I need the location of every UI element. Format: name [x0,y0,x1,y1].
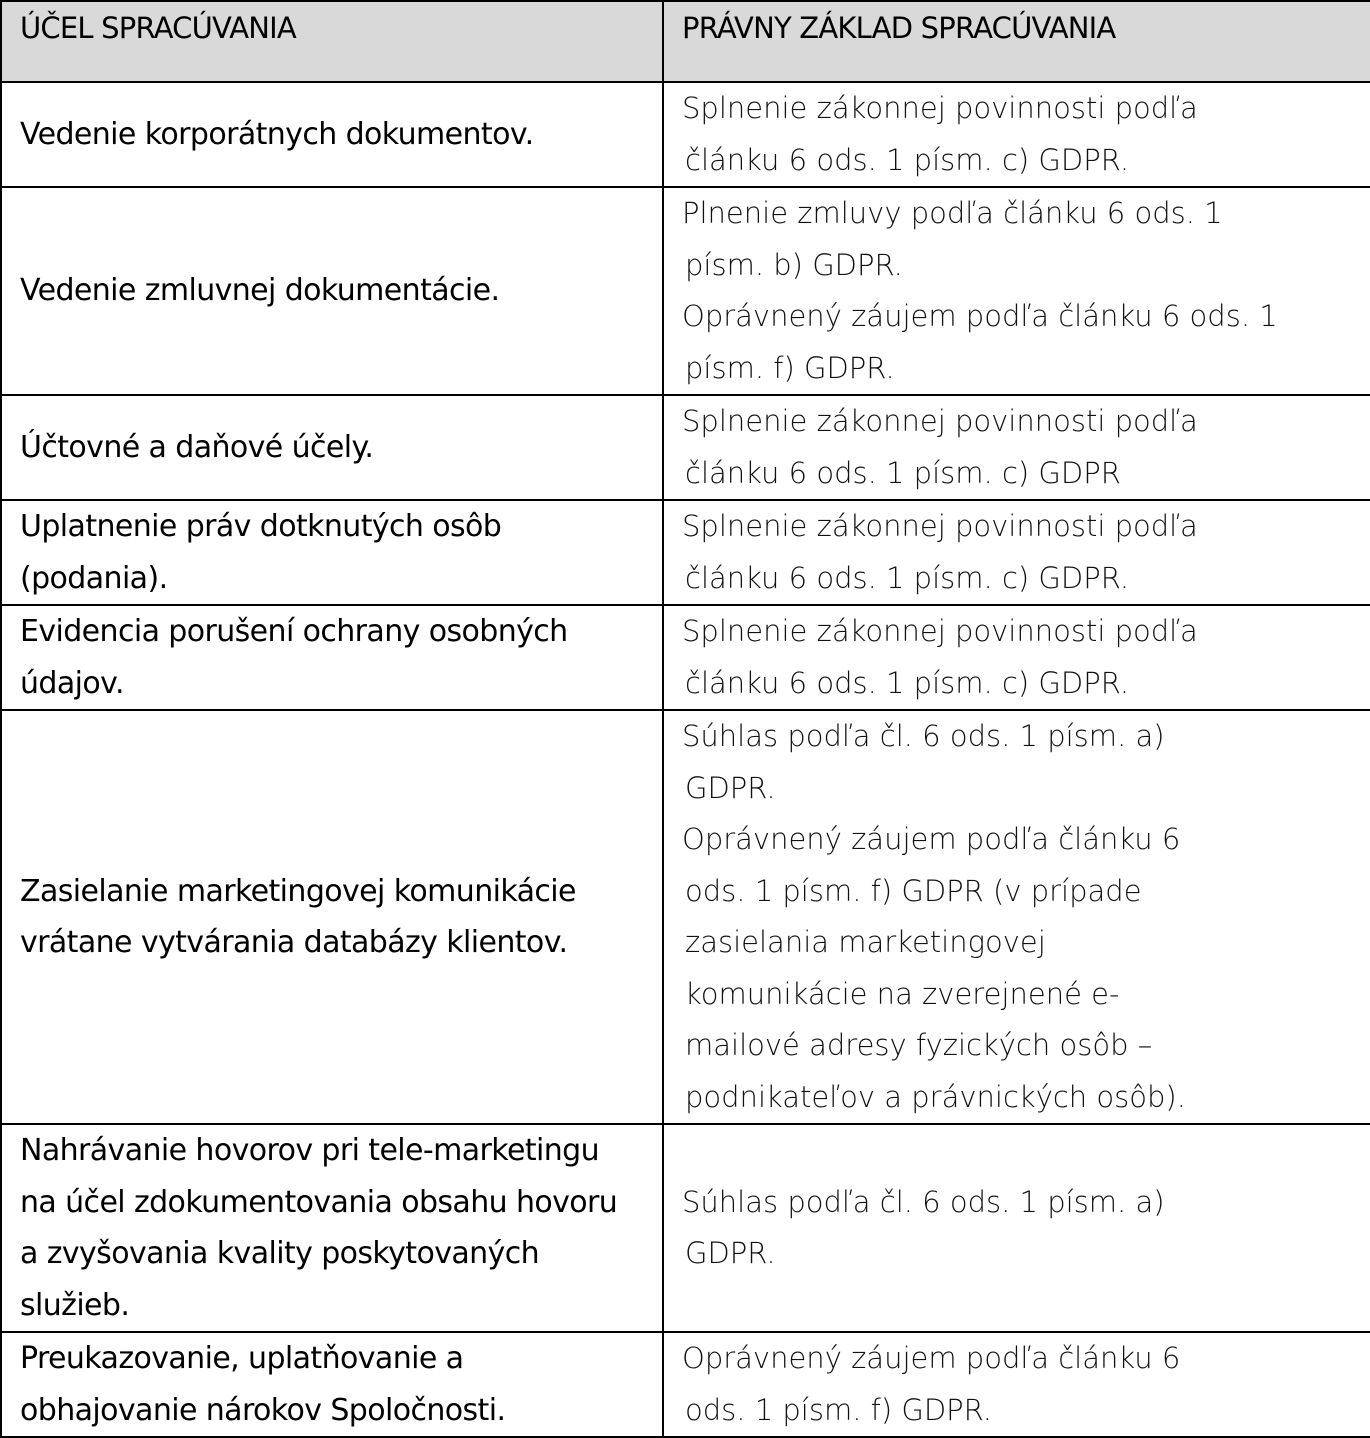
table-row [1,500,1370,605]
purpose-line: Evidencia porušení ochrany osobných [20,614,568,649]
legal-basis-line: článku 6 ods. 1 písm. c) GDPR. [685,560,1130,595]
legal-basis-line: Splnenie zákonnej povinnosti podľa [682,614,1198,648]
purpose-line: Preukazovanie, uplatňovanie a [20,1341,464,1376]
legal-basis-cell [663,500,1370,605]
table-row [1,710,1370,1124]
table-row [1,1332,1370,1437]
legal-basis-line: článku 6 ods. 1 písm. c) GDPR [685,455,1121,490]
legal-basis-line: Súhlas podľa čl. 6 ods. 1 písm. a) [682,719,1165,753]
legal-basis-line: GDPR. [685,1236,776,1270]
purpose-cell [1,605,663,710]
legal-basis-cell [663,710,1370,1124]
legal-basis-line: písm. f) GDPR. [685,350,895,385]
legal-basis-cell [663,187,1370,395]
purpose-line: na účel zdokumentovania obsahu hovoru [20,1184,618,1220]
purpose-line: vrátane vytvárania databázy klientov. [20,925,568,960]
table-header-row [1,1,1370,82]
legal-basis-line: Súhlas podľa čl. 6 ods. 1 písm. a) [682,1184,1165,1219]
purpose-cell [1,1332,663,1437]
purpose-cell [1,395,663,500]
purpose-line: a zvyšovania kvality poskytovaných [20,1236,540,1271]
legal-basis-cell [663,82,1370,187]
purpose-cell [1,82,663,187]
header-legal-basis: PRÁVNY ZÁKLAD SPRACÚVANIA [663,1,1370,82]
legal-basis-line: Oprávnený záujem podľa článku 6 ods. 1 [682,299,1278,333]
table-row [1,1124,1370,1332]
legal-basis-line: písm. b) GDPR. [685,247,903,282]
purpose-cell [1,710,663,1124]
legal-basis-cell [663,395,1370,500]
purpose-line: Vedenie zmluvnej dokumentácie. [20,273,500,309]
purpose-line: služieb. [20,1287,130,1323]
legal-basis-line: Oprávnený záujem podľa článku 6 [682,1341,1181,1375]
purpose-cell [1,187,663,395]
legal-basis-line: článku 6 ods. 1 písm. c) GDPR. [685,142,1130,177]
legal-basis-line: zasielania marketingovej [685,925,1046,959]
purpose-line: Vedenie korporátnych dokumentov. [20,116,534,152]
legal-basis-cell [663,1332,1370,1437]
legal-basis-line: článku 6 ods. 1 písm. c) GDPR. [685,665,1130,700]
legal-basis-line: Plnenie zmluvy podľa článku 6 ods. 1 [682,196,1223,230]
legal-basis-line: podnikateľov a právnických osôb). [685,1079,1186,1114]
table-row [1,187,1370,395]
purpose-line: Zasielanie marketingovej komunikácie [20,873,576,909]
legal-basis-line: ods. 1 písm. f) GDPR (v prípade [685,873,1142,908]
purpose-cell [1,500,663,605]
legal-basis-line: Splnenie zákonnej povinnosti podľa [682,91,1198,125]
table-row [1,82,1370,187]
legal-basis-cell [663,605,1370,710]
purpose-cell [1,1124,663,1332]
legal-basis-line: Splnenie zákonnej povinnosti podľa [682,509,1198,543]
legal-basis-line: komunikácie na zverejnené e- [685,976,1120,1011]
legal-basis-line: Splnenie zákonnej povinnosti podľa [682,404,1198,438]
purpose-line: Účtovné a daňové účely. [20,429,374,465]
legal-basis-line: ods. 1 písm. f) GDPR. [685,1392,992,1427]
purpose-line: údajov. [20,665,124,701]
table-row [1,605,1370,710]
purpose-line: Nahrávanie hovorov pri tele-marketingu [20,1133,599,1168]
header-purpose: ÚČEL SPRACÚVANIA [1,1,663,82]
legal-basis-line: Oprávnený záujem podľa článku 6 [682,822,1181,856]
purpose-line: (podania). [20,560,168,596]
legal-basis-line: GDPR. [685,770,776,805]
purpose-line: Uplatnenie práv dotknutých osôb [20,509,502,544]
purpose-line: obhajovanie nárokov Spoločnosti. [20,1392,506,1428]
legal-basis-line: mailové adresy fyzických osôb – [685,1028,1153,1062]
table-row [1,395,1370,500]
legal-basis-cell [663,1124,1370,1332]
